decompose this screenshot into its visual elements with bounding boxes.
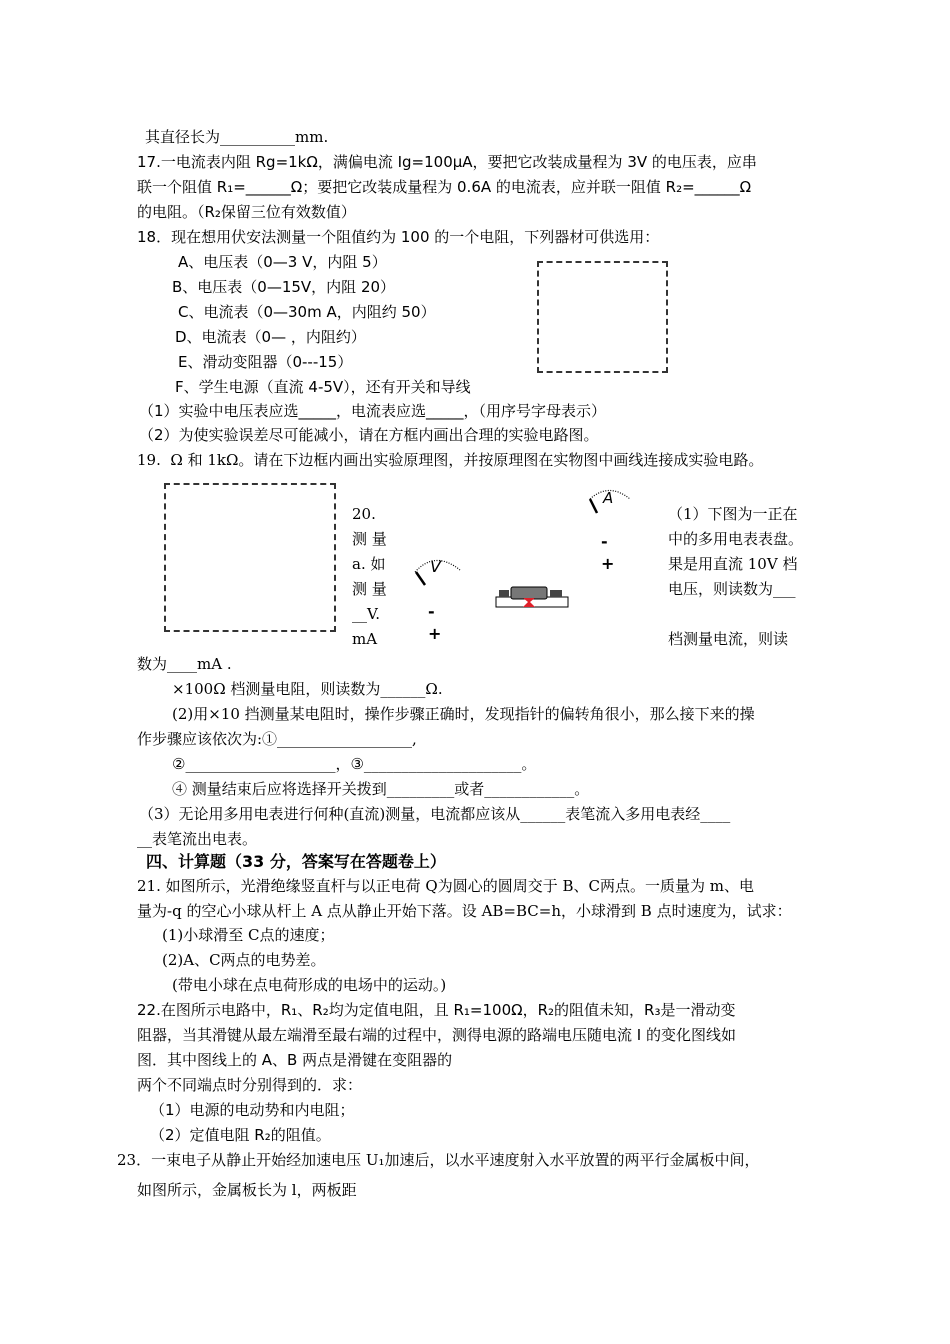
q20-right-text: 档测量电流，则读 (668, 630, 789, 648)
q20-ohm: ×100Ω 档测量电阻，则读数为______Ω. (172, 680, 443, 698)
option-d: D、电流表（0— ，内阻约） (175, 328, 366, 346)
q21-part2: (2)A、C两点的电势差。 (162, 951, 326, 969)
voltmeter-icon (410, 550, 470, 590)
q22-line3: 图．其中图线上的 A、B 两点是滑键在变阻器的 (137, 1051, 453, 1069)
q20-part2-line4: ④ 测量结束后应将选择开关拨到_________或者____________。 (172, 780, 590, 798)
q21-line1: 21. 如图所示，光滑绝缘竖直杆与以正电荷 Q为圆心的圆周交于 B、C两点。一质量为 m、电 (137, 877, 754, 895)
q20-left-text: __V. (352, 605, 380, 623)
q23-line1: 23．一束电子从静止开始经加速电压 U₁加速后，以水平速度射入水平放置的两平行金属板中间， (117, 1151, 760, 1169)
q20-part3-line2: __表笔流出电表。 (137, 830, 258, 848)
q20-right-text: 电压，则读数为___ (668, 580, 796, 598)
voltmeter-minus: - (428, 602, 435, 621)
q17-line1: 17.一电流表内阻 Rg=1kΩ，满偏电流 Ig=100μA，要把它改装成量程为 3V 的电压表，应串 (137, 153, 757, 171)
q20-part3-line1: （3）无论用多用电表进行何种(直流)测量，电流都应该从______表笔流入多用电表经____ (139, 805, 731, 823)
option-f: F、学生电源（直流 4-5V），还有开关和导线 (175, 378, 471, 396)
q18-title: 18．现在想用伏安法测量一个阻值约为 100 的一个电阻，下列器材可供选用： (137, 228, 660, 246)
option-a: A、电压表（0—3 V，内阻 5） (178, 253, 387, 271)
q19: 19. Ω 和 1kΩ。请在下边框内画出实验原理图，并按原理图在实物图中画线连接成实验电路。 (137, 451, 764, 469)
q20-right-text: 中的多用电表表盘。 (668, 530, 804, 548)
q22-line4: 两个不同端点时分别得到的．求： (137, 1076, 363, 1094)
q20-left-text: mA (352, 630, 378, 648)
q22-part2: （2）定值电阻 R₂的阻值。 (150, 1126, 331, 1144)
rheostat-icon (495, 585, 570, 610)
ammeter-label: A (603, 489, 614, 507)
circuit-drawing-box-18[interactable] (537, 261, 668, 373)
q22-line2: 阻器，当其滑键从最左端滑至最右端的过程中，测得电源的路端电压随电流 I 的变化图线如 (137, 1026, 736, 1044)
q20-part2-line3: ②____________________，③_____________________。 (172, 755, 537, 773)
q20-right-text: （1）下图为一正在 (668, 505, 798, 523)
q21-note: (带电小球在点电荷形成的电场中的运动。) (172, 976, 447, 994)
ammeter-icon (587, 485, 637, 520)
ammeter-minus: - (601, 532, 608, 551)
q20-right-text: 果是用直流 10V 档 (668, 555, 798, 573)
q22-line1: 22.在图所示电路中，R₁、R₂均为定值电阻，且 R₁=100Ω，R₂的阻值未知，R₃是一滑动变 (137, 1001, 736, 1019)
voltmeter-plus: + (428, 624, 442, 643)
q21-line2: 量为-q 的空心小球从杆上 A 点从静止开始下落。设 AB=BC=h，小球滑到 B 点时速度为，试求： (137, 902, 792, 920)
q20-left-text: a. 如 (352, 555, 386, 573)
q21-part1: (1)小球滑至 C点的速度； (162, 926, 335, 944)
q23-line2: 如图所示，金属板长为 l，两板距 (137, 1181, 357, 1199)
q20-part2-line1: (2)用×10 挡测量某电阻时，操作步骤正确时，发现指针的偏转角很小，那么接下来的操 (172, 705, 755, 723)
option-e: E、滑动变阻器（0---15） (178, 353, 353, 371)
circuit-drawing-box-19[interactable] (164, 483, 336, 632)
section-4-heading: 四、计算题（33 分，答案写在答题卷上） (146, 852, 446, 871)
q17-line3: 的电阻。（R₂保留三位有效数值） (137, 203, 356, 221)
q20-part2-line2: 作步骤应该依次为:①__________________, (137, 730, 417, 748)
q18-part2: （2）为使实验误差尽可能减小，请在方框内画出合理的实验电路图。 (139, 426, 599, 444)
ammeter-plus: + (601, 554, 615, 573)
q17-line2: 联一个阻值 R₁=______Ω；要把它改装成量程为 0.6A 的电流表，应并联一阻值 R₂=______Ω (137, 178, 752, 196)
option-b: B、电压表（0—15V，内阻 20） (172, 278, 396, 296)
q20-left-text: 20. (352, 505, 376, 523)
option-c: C、电流表（0—30m A，内阻约 50） (178, 303, 436, 321)
q20-left-text: 测 量 (352, 530, 387, 548)
q20-cont: 数为____mA . (137, 655, 232, 673)
q18-part1: （1）实验中电压表应选_____，电流表应选_____，（用序号字母表示） (139, 402, 607, 420)
q20-left-text: 测 量 (352, 580, 387, 598)
voltmeter-label: V (430, 557, 441, 576)
q16-tail: 其直径长为__________mm. (145, 128, 329, 146)
q22-part1: （1）电源的电动势和内电阻； (150, 1101, 355, 1119)
